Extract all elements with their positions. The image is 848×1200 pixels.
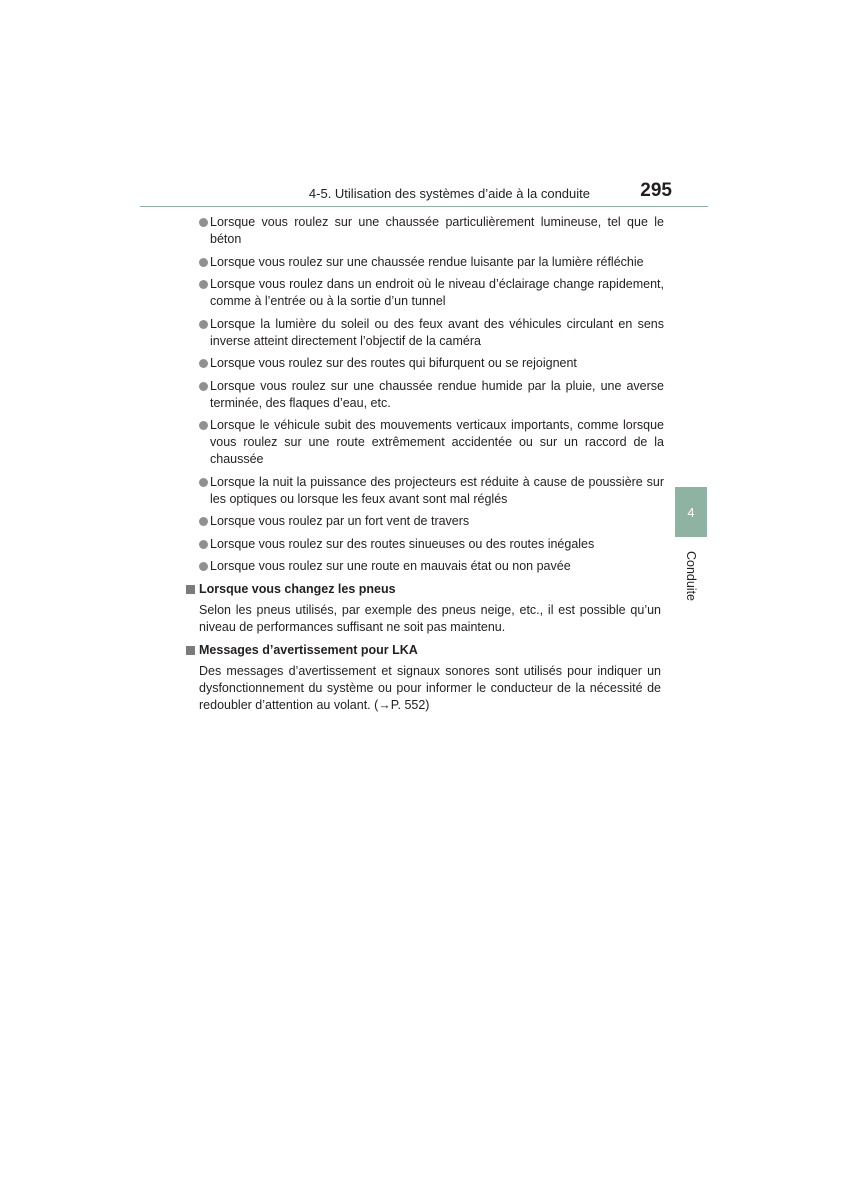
list-item [186,536,664,553]
section-paragraph-lka-warnings: Des messages d’avertissement et signaux sonores sont utilisés pour indiquer un dysfonctionnement du système ou pour informer le conducteur de la nécessité de redoubler d’attention au volant. (→P. 552) [199,664,661,712]
bullet-icon [199,320,208,329]
list-item-text: Lorsque vous roulez sur des routes qui bifurquent ou se rejoignent [210,356,577,370]
chapter-label [676,548,706,604]
list-item-text: Lorsque vous roulez sur une chaussée rendue humide par la pluie, une averse terminée, des flaques d’eau, etc. [210,378,664,410]
section-title: 4-5. Utilisation des systèmes d’aide à la conduite [308,186,590,201]
section-paragraph-tires: Selon les pneus utilisés, par exemple des pneus neige, etc., il est possible qu’un niveau de performances suffisant ne soit pas maintenu. [199,603,661,634]
list-item [186,276,664,310]
page-number: 295 [640,180,672,201]
square-bullet-icon [186,585,195,594]
list-item-text: Lorsque vous roulez sur une chaussée particulièrement lumineuse, tel que le béton [210,215,664,246]
chapter-tab [675,487,707,537]
page-content [186,214,664,719]
chapter-label-text: Conduite [684,550,698,602]
bullet-icon [199,540,208,549]
list-item-text: Lorsque vous roulez sur des routes sinueuses ou des routes inégales [210,536,595,551]
list-item [186,254,664,271]
bullet-icon [199,382,208,391]
bullet-icon [199,562,208,571]
section-heading-lka-warnings [186,642,664,659]
list-item [186,474,664,508]
list-item [186,417,664,468]
list-item-text: Lorsque vous roulez sur une route en mauvais état ou non pavée [210,559,571,573]
list-item [186,558,664,575]
list-item [186,355,664,372]
list-item-text: Lorsque vous roulez dans un endroit où le niveau d’éclairage change rapidement, comme à l’entrée ou à la sortie d’un tunnel [210,277,664,308]
square-bullet-icon [186,646,195,655]
section-heading-text: Lorsque vous changez les pneus [199,582,396,596]
list-item [186,513,664,530]
section-heading-text: Messages d’avertissement pour LKA [199,643,418,657]
list-item-text: Lorsque la nuit la puissance des projecteurs est réduite à cause de poussière sur les optiques ou lorsque les feux avant sont mal réglés [210,474,664,506]
bullet-icon [199,421,208,430]
page-header [140,178,708,207]
bullet-icon [199,359,208,368]
list-item-text: Lorsque le véhicule subit des mouvements verticaux importants, comme lorsque vous roulez sur une route extrêmement accidentée ou sur un raccord de la chaussée [210,418,664,466]
bullet-icon [199,517,208,526]
list-item-text: Lorsque vous roulez sur une chaussée rendue luisante par la lumière réfléchie [210,254,644,269]
section-heading-tires [186,581,664,598]
list-item [186,214,664,248]
bullet-list [186,214,664,575]
list-item-text: Lorsque vous roulez par un fort vent de travers [210,514,470,528]
bullet-icon [199,478,208,487]
bullet-icon [199,218,208,227]
list-item [186,316,664,350]
list-item-text: Lorsque la lumière du soleil ou des feux avant des véhicules circulant en sens inverse atteint directement l’objectif de la caméra [210,316,664,348]
bullet-icon [199,258,208,267]
chapter-tab-number: 4 [687,504,695,520]
bullet-icon [199,280,208,289]
list-item [186,378,664,412]
